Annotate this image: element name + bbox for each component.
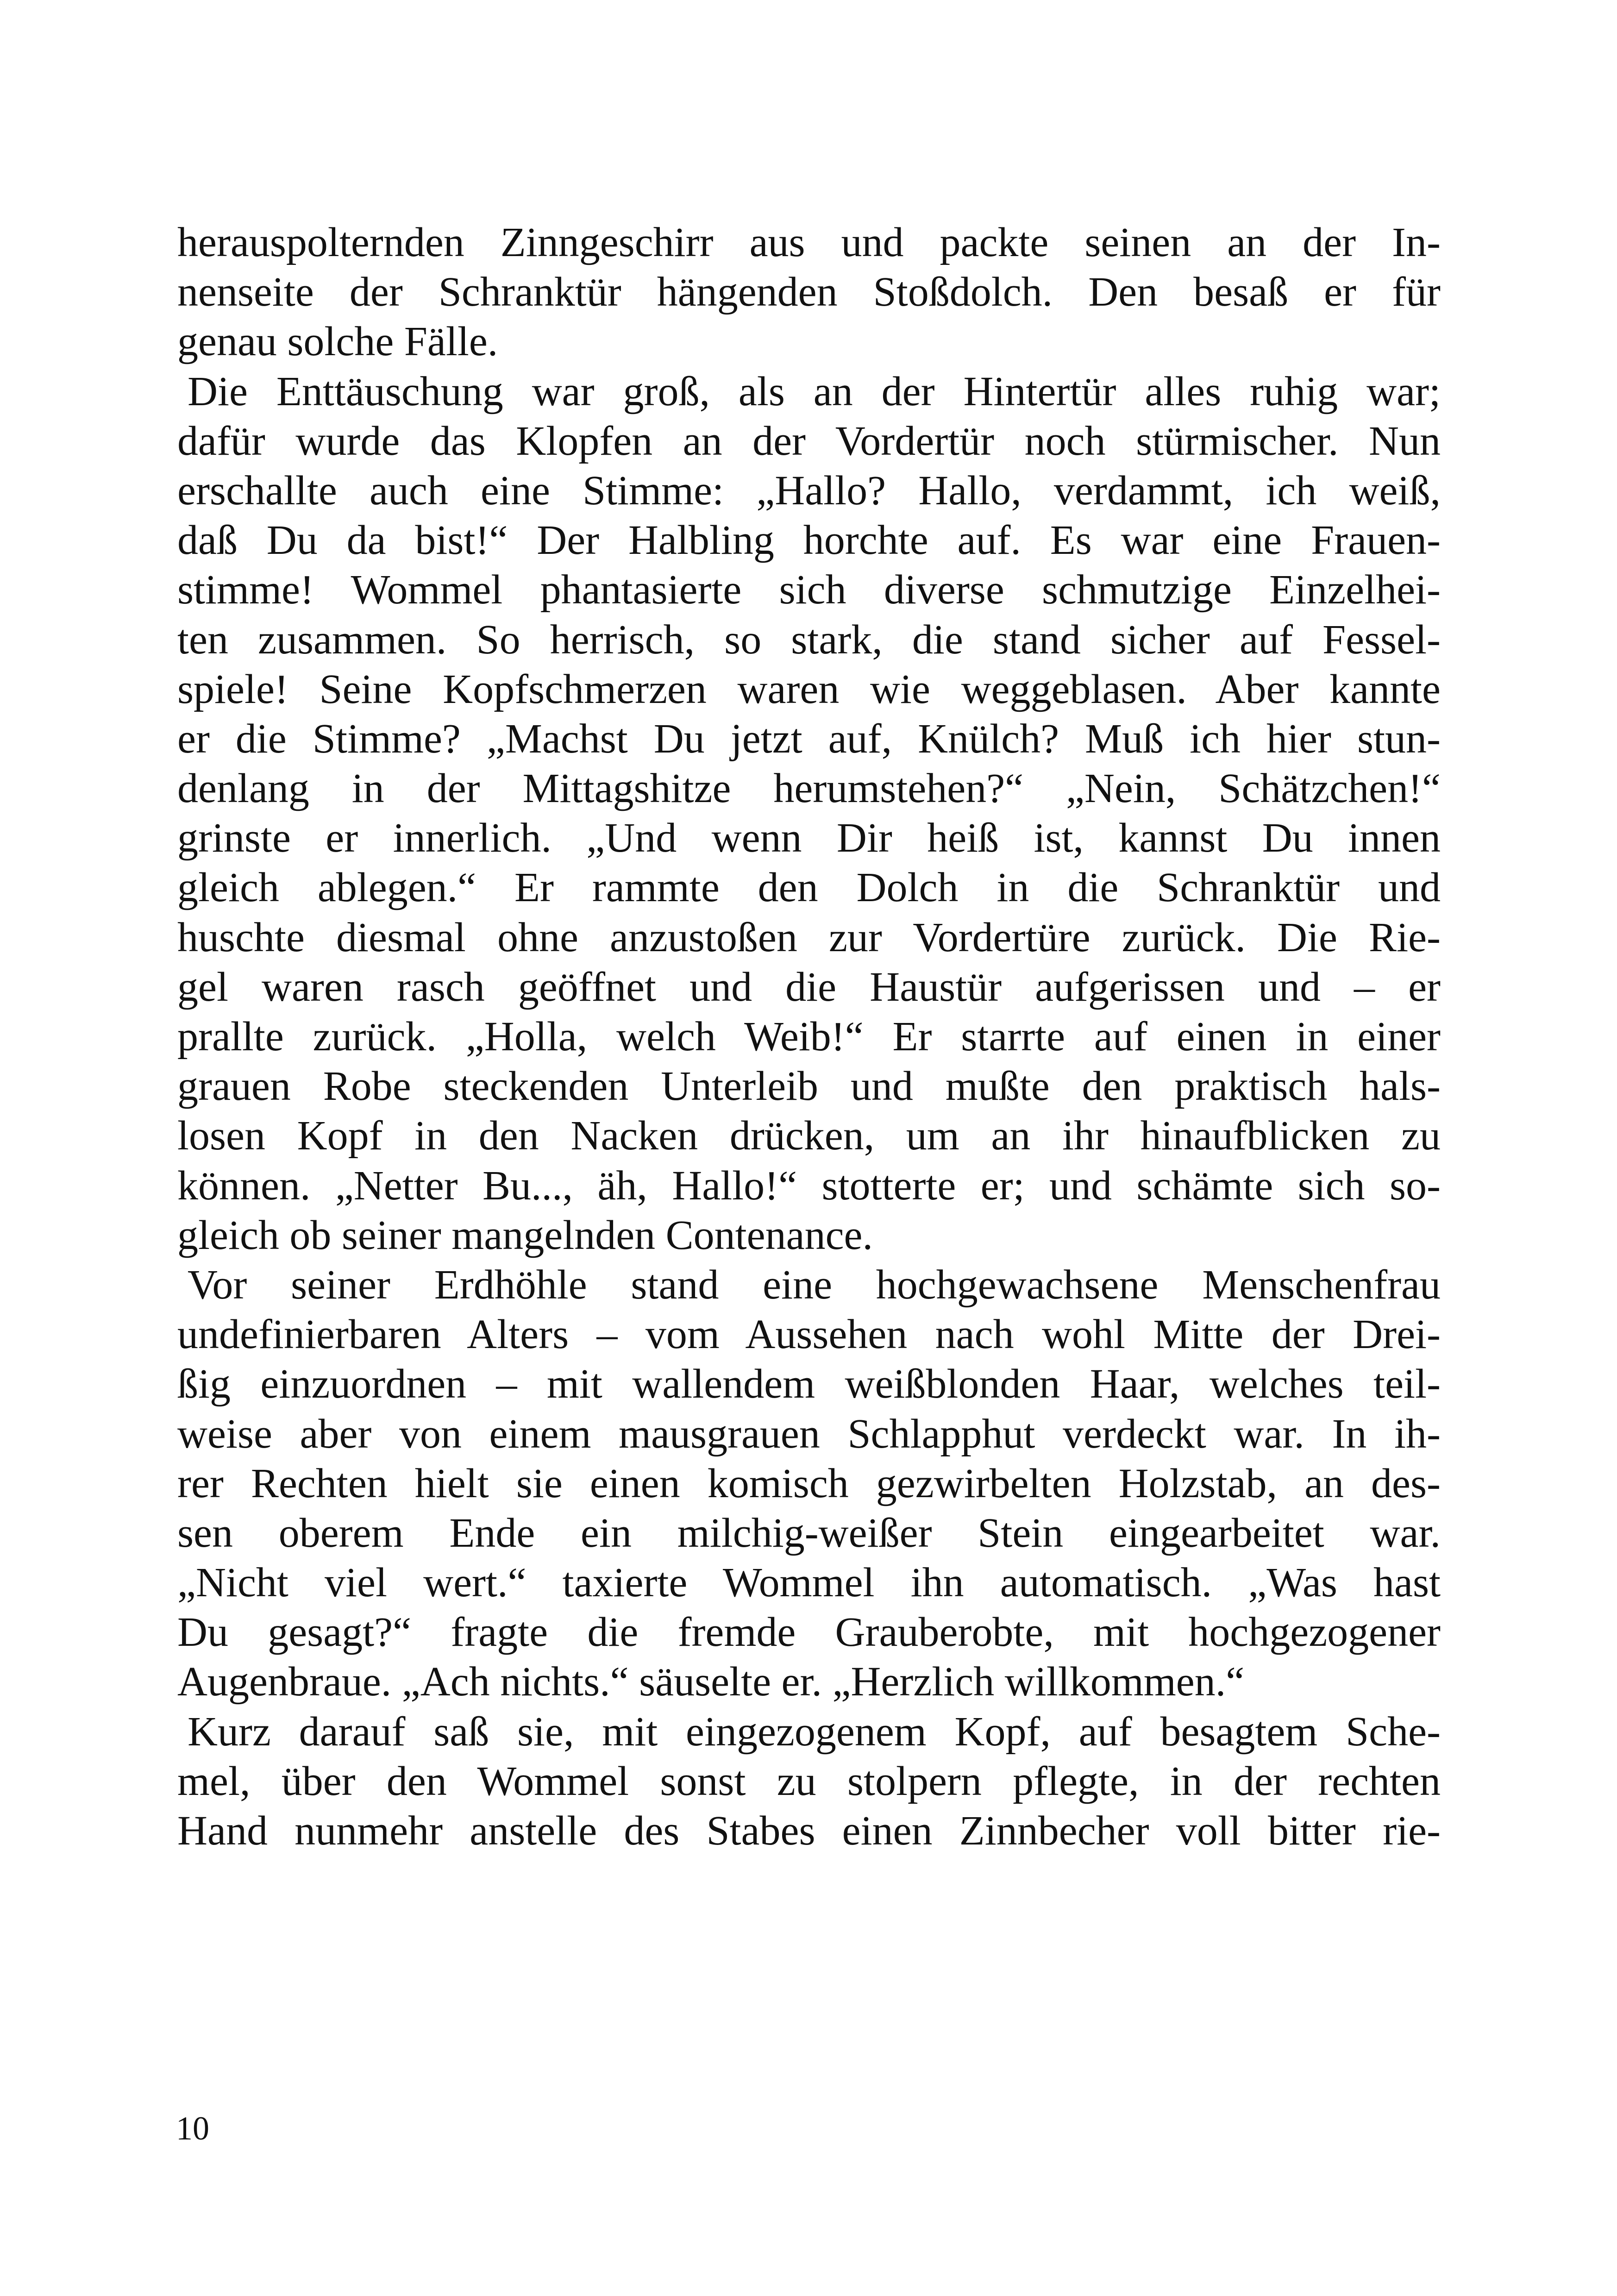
text-line: Du gesagt?“ fragte die fremde Grauberobte, mit hochgezogener xyxy=(177,1609,1441,1656)
text-line: losen Kopf in den Nacken drücken, um an ihr hinaufblicken zu xyxy=(177,1113,1441,1159)
text-line: spiele! Seine Kopfschmerzen waren wie weggeblasen. Aber kannte xyxy=(177,666,1441,712)
text-line: grinste er innerlich. „Und wenn Dir heiß ist, kannst Du innen xyxy=(177,815,1441,861)
text-line: denlang in der Mittagshitze herumstehen?“ „Nein, Schätzchen!“ xyxy=(177,765,1441,812)
text-line: nenseite der Schranktür hängenden Stoßdolch. Den besaß er für xyxy=(177,269,1441,315)
page-number: 10 xyxy=(176,2110,209,2147)
text-line: stimme! Wommel phantasierte sich diverse schmutzige Einzelhei- xyxy=(177,567,1441,613)
text-line: Augenbraue. „Ach nichts.“ säuselte er. „Herzlich willkommen.“ xyxy=(177,1659,1245,1705)
text-line: huschte diesmal ohne anzustoßen zur Vordertüre zurück. Die Rie- xyxy=(177,914,1441,960)
text-line: ßig einzuordnen – mit wallendem weißblonden Haar, welches teil- xyxy=(177,1361,1441,1407)
text-line: gleich ablegen.“ Er rammte den Dolch in die Schranktür und xyxy=(177,865,1441,911)
text-line: sen oberem Ende ein milchig-weißer Stein eingearbeitet war. xyxy=(177,1510,1441,1556)
text-line: weise aber von einem mausgrauen Schlapphut verdeckt war. In ih- xyxy=(177,1411,1441,1457)
text-line: Vor seiner Erdhöhle stand eine hochgewachsene Menschenfrau xyxy=(188,1261,1441,1308)
text-line: Kurz darauf saß sie, mit eingezogenem Kopf, auf besagtem Sche- xyxy=(188,1708,1441,1755)
text-line: undefinierbaren Alters – vom Aussehen nach wohl Mitte der Drei- xyxy=(177,1311,1441,1358)
text-line: Hand nunmehr anstelle des Stabes einen Zinnbecher voll bitter rie- xyxy=(177,1808,1441,1854)
text-line: gleich ob seiner mangelnden Contenance. xyxy=(177,1212,873,1258)
text-line: rer Rechten hielt sie einen komisch gezwirbelten Holzstab, an des- xyxy=(177,1460,1441,1506)
text-line: genau solche Fälle. xyxy=(177,319,498,365)
text-line: Die Enttäuschung war groß, als an der Hintertür alles ruhig war; xyxy=(188,368,1441,414)
text-line: dafür wurde das Klopfen an der Vordertür noch stürmischer. Nun xyxy=(177,418,1441,464)
body-text xyxy=(177,218,1441,1856)
text-line: erschallte auch eine Stimme: „Hallo? Hallo, verdammt, ich weiß, xyxy=(177,467,1441,514)
text-line: herauspolternden Zinngeschirr aus und packte seinen an der In- xyxy=(177,220,1441,265)
text-line: können. „Netter Bu..., äh, Hallo!“ stotterte er; und schämte sich so- xyxy=(177,1162,1441,1209)
text-line: daß Du da bist!“ Der Halbling horchte auf. Es war eine Frauen- xyxy=(177,517,1441,564)
text-line: er die Stimme? „Machst Du jetzt auf, Knülch? Muß ich hier stun- xyxy=(177,715,1441,762)
text-line: „Nicht viel wert.“ taxierte Wommel ihn automatisch. „Was hast xyxy=(177,1560,1441,1606)
text-line: grauen Robe steckenden Unterleib und mußte den praktisch hals- xyxy=(177,1063,1441,1110)
text-line: prallte zurück. „Holla, welch Weib!“ Er starrte auf einen in einer xyxy=(177,1014,1441,1060)
text-line: mel, über den Wommel sonst zu stolpern pflegte, in der rechten xyxy=(177,1758,1441,1804)
text-line: gel waren rasch geöffnet und die Haustür aufgerissen und – er xyxy=(177,964,1441,1010)
text-line: ten zusammen. So herrisch, so stark, die stand sicher auf Fessel- xyxy=(177,616,1441,663)
